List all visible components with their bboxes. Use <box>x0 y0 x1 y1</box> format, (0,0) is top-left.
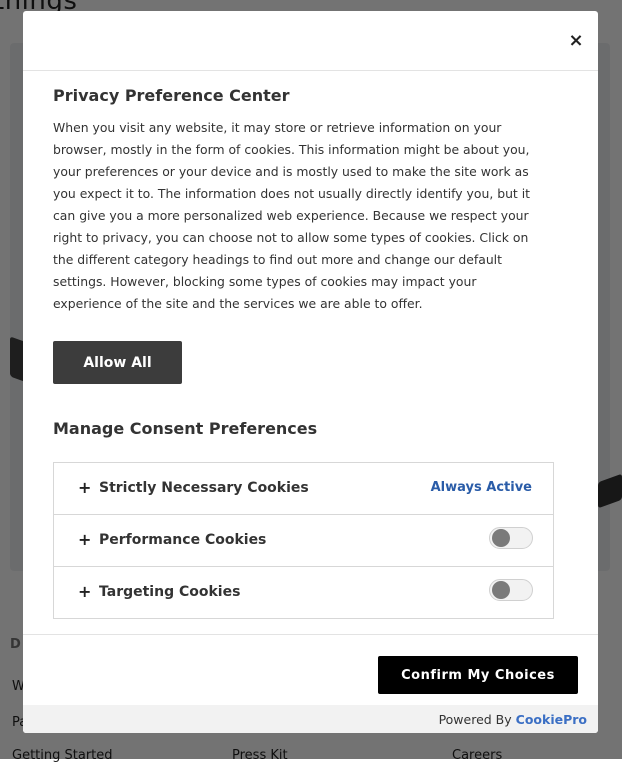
category-label: Targeting Cookies <box>99 584 241 600</box>
powered-by-link[interactable] <box>439 712 587 727</box>
manage-consent-heading: Manage Consent Preferences <box>53 419 318 438</box>
modal-body[interactable] <box>23 71 598 634</box>
powered-by-label: Powered By <box>438 712 512 727</box>
allow-all-button[interactable]: Allow All <box>53 341 182 384</box>
modal-header <box>23 11 598 71</box>
performance-cookies-toggle[interactable] <box>489 527 533 549</box>
toggle-knob <box>492 529 510 547</box>
cookiepro-logo: CookiePro <box>515 712 587 727</box>
privacy-preference-modal <box>23 11 598 733</box>
plus-icon: + <box>78 478 92 497</box>
category-performance[interactable] <box>54 515 553 567</box>
targeting-cookies-toggle[interactable] <box>489 579 533 601</box>
powered-by-bar <box>23 705 598 733</box>
always-active-badge: Always Active <box>430 480 532 495</box>
privacy-description: When you visit any website, it may store or retrieve information on your browser, mostly in the form of cookies. This information might be about you, your preferences or your device and is mostly used to make the site work as you expect it to. The information does not usually directly identify you, but it can give you a more personalized web experience. Because we respect your right to privacy, you can choose not to allow some types of cookies. Click on the different category headings to find out more and change our default settings. However, blocking some types of cookies may impact your experience of the site and the services we are able to offer. <box>53 120 531 311</box>
plus-icon: + <box>78 582 92 601</box>
close-icon[interactable]: × <box>568 30 584 51</box>
category-targeting[interactable] <box>54 567 553 618</box>
category-label: Performance Cookies <box>99 532 267 548</box>
page-title: Privacy Preference Center <box>53 86 290 105</box>
consent-categories <box>53 462 554 619</box>
category-label: Strictly Necessary Cookies <box>99 480 309 496</box>
confirm-my-choices-button[interactable]: Confirm My Choices <box>378 656 578 694</box>
category-strictly-necessary[interactable] <box>54 463 553 515</box>
toggle-knob <box>492 581 510 599</box>
plus-icon: + <box>78 530 92 549</box>
modal-footer <box>23 634 598 733</box>
